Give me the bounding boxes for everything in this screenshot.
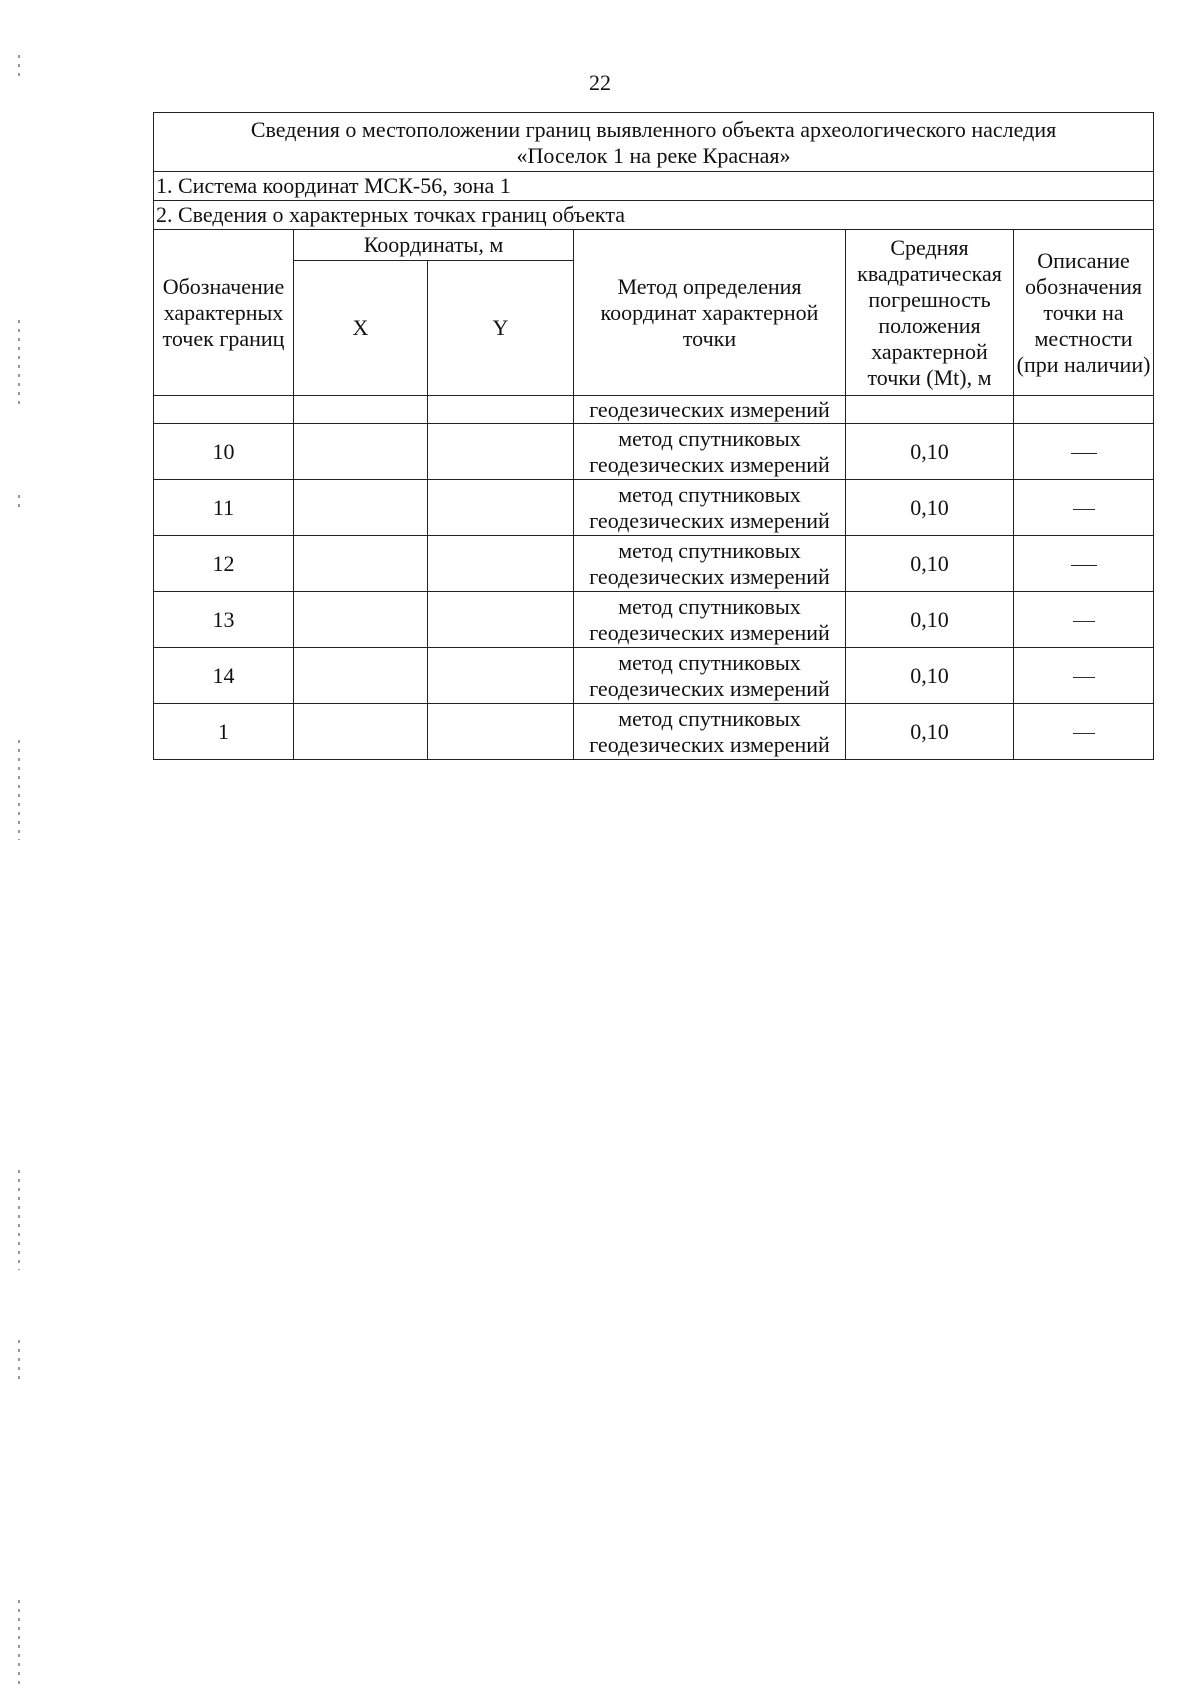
method-line2: геодезических измерений (589, 451, 830, 477)
cell-description (1014, 396, 1154, 424)
cell-method (574, 424, 846, 480)
table-title (154, 113, 1154, 172)
cell-x (294, 480, 428, 536)
scan-artifact (18, 1340, 20, 1380)
cell-y (428, 592, 574, 648)
page-number: 22 (589, 70, 611, 95)
table-row (154, 648, 1154, 704)
cell-error: 0,10 (846, 592, 1014, 648)
method-line2: геодезических измерений (589, 619, 830, 645)
cell-x (294, 396, 428, 424)
method-line1: метод спутниковых (618, 481, 801, 507)
cell-description (1014, 424, 1154, 480)
cell-error: 0,10 (846, 536, 1014, 592)
header-method: Метод определения координат характерной точки (574, 230, 846, 396)
table-row (154, 592, 1154, 648)
cell-error: 0,10 (846, 480, 1014, 536)
cell-point: 13 (154, 592, 294, 648)
dash-mark (1073, 677, 1095, 678)
method-line1: метод спутниковых (618, 593, 801, 619)
cell-error: 0,10 (846, 648, 1014, 704)
cell-point: 10 (154, 424, 294, 480)
cell-point (154, 396, 294, 424)
cell-error: 0,10 (846, 704, 1014, 760)
cell-method (574, 592, 846, 648)
method-line2: геодезических измерений (589, 507, 830, 533)
cell-y (428, 480, 574, 536)
header-designation: Обозначение характерных точек границ (154, 230, 294, 396)
table-row-continuation (154, 396, 1154, 424)
cell-method (574, 536, 846, 592)
cell-x (294, 592, 428, 648)
cell-point: 1 (154, 704, 294, 760)
cell-point: 14 (154, 648, 294, 704)
cell-y (428, 424, 574, 480)
scan-artifact (18, 495, 20, 513)
dash-mark (1071, 565, 1097, 566)
section-coordinate-system: 1. Система координат МСК-56, зона 1 (154, 172, 1154, 201)
header-y: Y (428, 261, 574, 396)
cell-description (1014, 648, 1154, 704)
cell-method (574, 704, 846, 760)
cell-description (1014, 536, 1154, 592)
method-line1: метод спутниковых (618, 649, 801, 675)
method-line1: метод спутниковых (618, 425, 801, 451)
header-coordinates: Координаты, м (294, 230, 574, 261)
cell-method (574, 480, 846, 536)
dash-mark (1073, 733, 1095, 734)
cell-error: 0,10 (846, 424, 1014, 480)
table-row (154, 704, 1154, 760)
section-characteristic-points: 2. Сведения о характерных точках границ объекта (154, 201, 1154, 230)
cell-point: 11 (154, 480, 294, 536)
dash-mark (1073, 509, 1095, 510)
method-line2: геодезических измерений (589, 675, 830, 701)
header-error: Средняя квадратическая погрешность положения характерной точки (Mt), м (846, 230, 1014, 396)
cell-description (1014, 704, 1154, 760)
cell-method: геодезических измерений (574, 396, 846, 424)
scan-artifact (18, 320, 20, 410)
dash-mark (1073, 621, 1095, 622)
method-line1: метод спутниковых (618, 705, 801, 731)
boundary-points-table (153, 112, 1154, 760)
scan-artifact (18, 1170, 20, 1270)
scan-artifact (18, 1600, 20, 1690)
cell-description (1014, 592, 1154, 648)
table-title-line1: Сведения о местоположении границ выявленного объекта археологического наследия (250, 117, 1057, 142)
cell-x (294, 424, 428, 480)
cell-x (294, 536, 428, 592)
header-description: Описание обозначения точки на местности (при наличии) (1014, 230, 1154, 396)
cell-y (428, 396, 574, 424)
method-line1: метод спутниковых (618, 537, 801, 563)
cell-y (428, 704, 574, 760)
header-x: X (294, 261, 428, 396)
table-row (154, 536, 1154, 592)
cell-y (428, 536, 574, 592)
cell-method (574, 648, 846, 704)
cell-error (846, 396, 1014, 424)
table-title-line2: «Поселок 1 на реке Красная» (516, 143, 791, 168)
cell-point: 12 (154, 536, 294, 592)
table-row (154, 480, 1154, 536)
method-line2: геодезических измерений (589, 563, 830, 589)
cell-x (294, 648, 428, 704)
cell-description (1014, 480, 1154, 536)
cell-y (428, 648, 574, 704)
cell-x (294, 704, 428, 760)
table-row (154, 424, 1154, 480)
scan-artifact (18, 740, 20, 840)
dash-mark (1071, 453, 1097, 454)
method-line2: геодезических измерений (589, 731, 830, 757)
